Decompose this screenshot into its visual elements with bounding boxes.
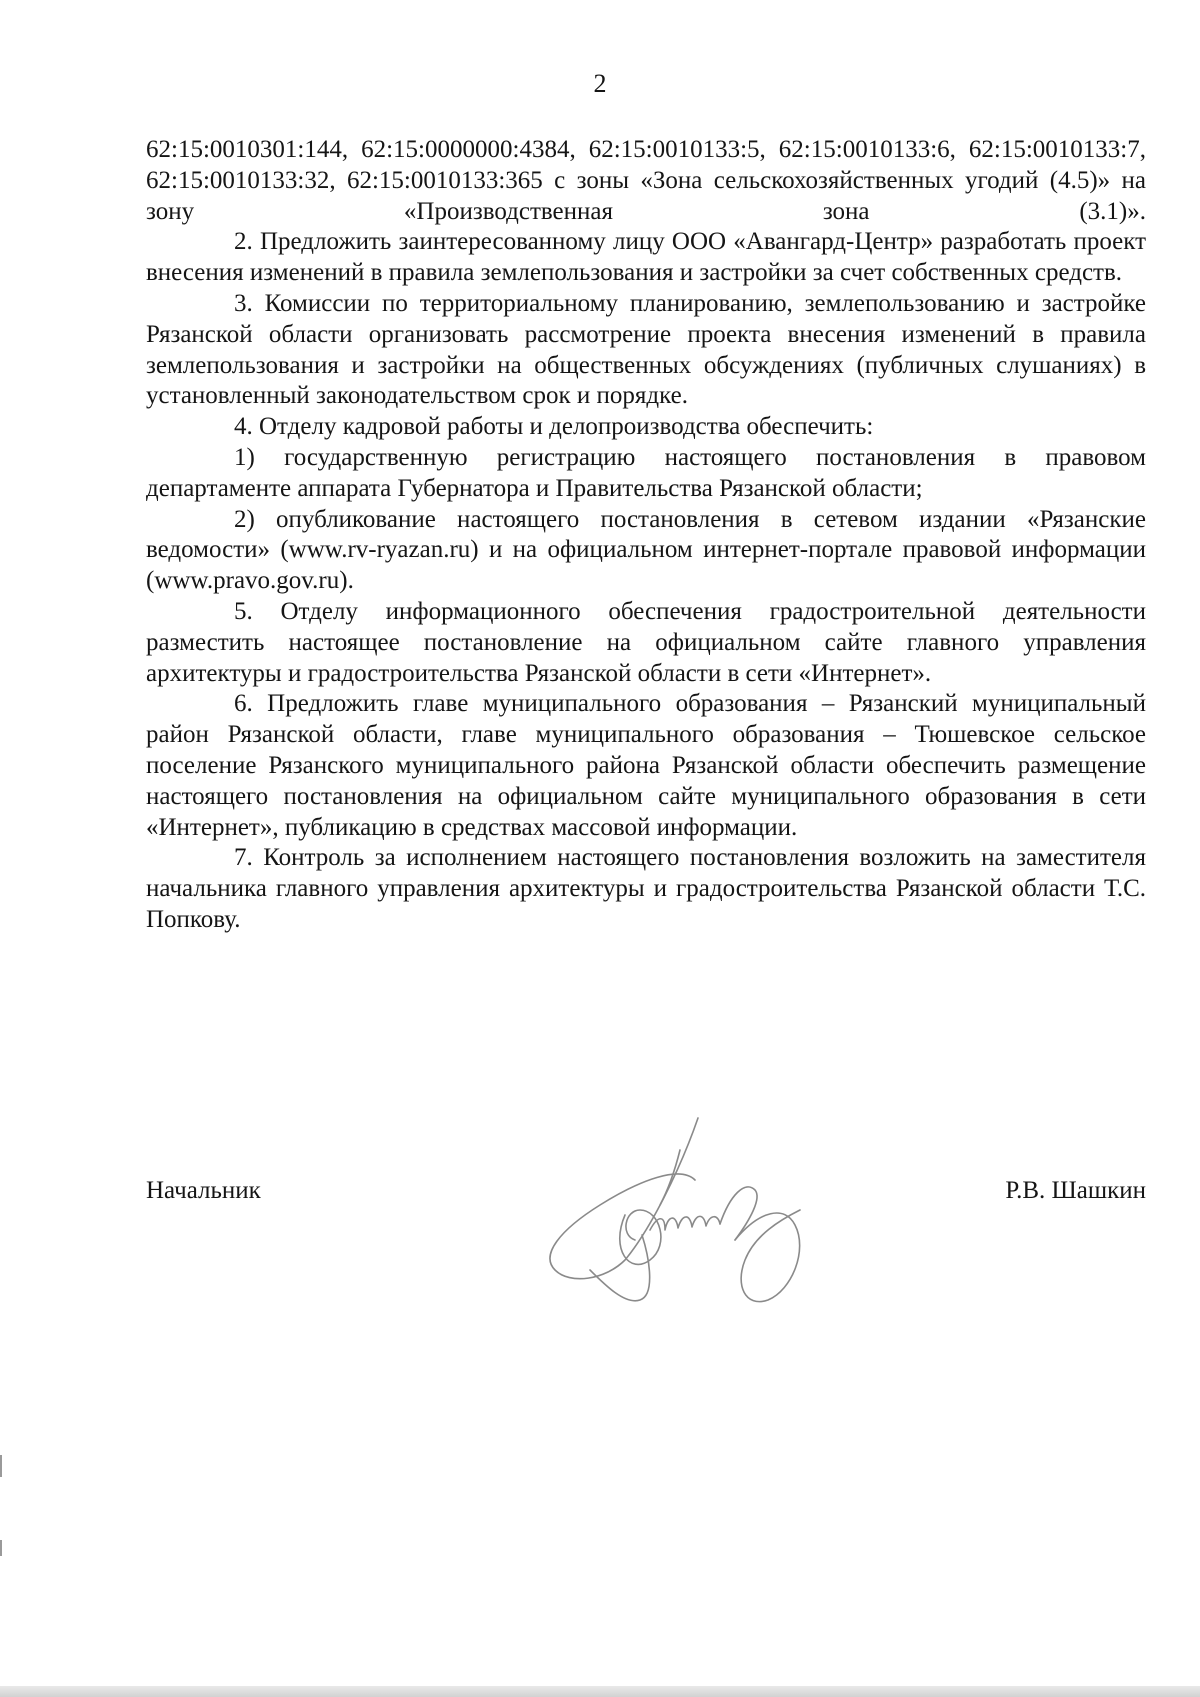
page-number: 2 (593, 69, 607, 98)
paragraph-item-5: 5. Отделу информационного обеспечения градостроительной деятельности разместить настоящее постановление на официальном сайте главного управления архитектуры и градостроительства Рязанской области в сети «Интернет». (146, 597, 1146, 687)
paragraph-item-4-1: 1) государственную регистрацию настоящего постановления в правовом департаменте аппарата Губернатора и Правительства Рязанской области; (146, 443, 1146, 502)
paragraph-item-6: 6. Предложить главе муниципального образования – Рязанский муниципальный район Рязанской области, главе муниципального образования – Тюшевское сельское поселение Рязанского муниципального района Рязанской области обеспечить размещение настоящего постановления на официальном сайте муниципального образования в сети «Интернет», публикацию в средствах массовой информации. (146, 690, 1146, 841)
paragraph-item-7: 7. Контроль за исполнением настоящего постановления возложить на заместителя начальника главного управления архитектуры и градостроительства Рязанской области Т.С. Попкову. (146, 844, 1146, 933)
paragraph-item-4-2: 2) опубликование настоящего постановления в сетевом издании «Рязанские ведомости» (www.rv-ryazan.ru) и на официальном интернет-портале правовой информации (www.pravo.gov.ru). (146, 505, 1146, 595)
scan-artifact (0, 1455, 2, 1477)
paragraph-cadastral-numbers: 62:15:0010301:144, 62:15:0000000:4384, 62:15:0010133:5, 62:15:0010133:6, 62:15:0010133:7, 62:15:0010133:32, 62:15:0010133:365 с зоны «Зона сельскохозяйственных угодий (4.5)» на зону «Производственная зона (3.1)». (146, 136, 1146, 225)
paragraph-item-2: 2. Предложить заинтересованному лицу ООО «Авангард-Центр» разработать проект внесения изменений в правила землепользования и застройки за счет собственных средств. (146, 228, 1146, 287)
handwritten-signature (530, 1110, 860, 1310)
scan-artifact (0, 1540, 2, 1556)
paragraph-item-4: 4. Отделу кадровой работы и делопроизводства обеспечить: (234, 413, 874, 441)
document-body (146, 135, 1146, 936)
paragraph-item-3: 3. Комиссии по территориальному планированию, землепользованию и застройке Рязанской области организовать рассмотрение проекта внесения изменений в правила землепользования и застройки на общественных обсуждениях (публичных слушаниях) в установленный законодательством срок и порядке. (146, 289, 1146, 410)
signer-position: Начальник (146, 1177, 261, 1204)
signer-name: Р.В. Шашкин (1005, 1177, 1146, 1204)
scan-bottom-edge (0, 1686, 1200, 1697)
